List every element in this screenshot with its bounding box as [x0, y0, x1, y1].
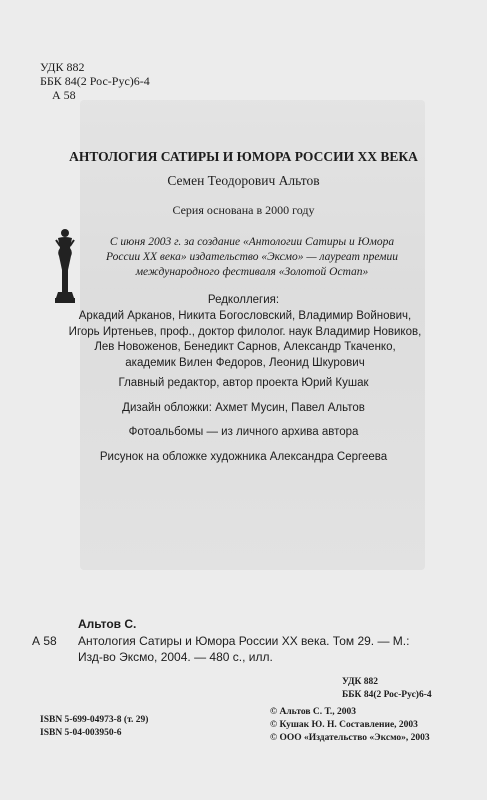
chief-editor-credit: Главный редактор, автор проекта Юрий Кушак	[118, 377, 369, 389]
cover-illustration-credit: Рисунок на обложке художника Александра Сергеева	[99, 451, 388, 463]
author-mark: А 58	[52, 88, 76, 102]
award-line: международного фестиваля «Золотой Остап»	[135, 266, 369, 278]
series-title: АНТОЛОГИЯ САТИРЫ И ЮМОРА РОССИИ XX ВЕКА	[69, 149, 418, 164]
editorial-board-line: Лев Новоженов, Бенедикт Сарнов, Александр Ткаченко,	[94, 341, 396, 353]
bibliographic-bbk: ББК 84(2 Рос-Рус)6-4	[342, 690, 432, 700]
editorial-board-line: Аркадий Арканов, Никита Богословский, Владимир Войнович,	[78, 310, 412, 322]
author-name: Семен Теодорович Альтов	[167, 173, 320, 188]
award-line: России XX века» издательство «Эксмо» — лауреат премии	[106, 251, 398, 263]
editorial-board-line: Игорь Иртеньев, проф., доктор филолог. наук Владимир Новиков,	[68, 325, 422, 338]
bibliographic-line: Изд-во Эксмо, 2004. — 480 с., илл.	[78, 650, 273, 664]
award-line: С июня 2003 г. за создание «Антологии Сатиры и Юмора	[109, 236, 395, 248]
isbn-volume: ISBN 5-699-04973-8 (т. 29)	[40, 715, 149, 725]
bbk-code: ББК 84(2 Рос-Рус)6-4	[40, 74, 150, 88]
editorial-board-title: Редколлегия:	[207, 294, 280, 306]
copyright-line: © Кушак Ю. Н. Составление, 2003	[270, 720, 418, 730]
editorial-board-line: академик Вилен Федоров, Леонид Шкурович	[125, 356, 365, 369]
udk-code: УДК 882	[40, 60, 85, 74]
award-note	[82, 235, 422, 280]
series-note: Серия основана в 2000 году	[172, 203, 315, 217]
bibliographic-author: Альтов С.	[78, 617, 137, 631]
bibliographic-line: Антология Сатиры и Юмора России XX века. Том 29. — М.:	[78, 634, 410, 648]
cover-design-credit: Дизайн обложки: Ахмет Мусин, Павел Альтов	[122, 402, 365, 414]
bibliographic-udk: УДК 882	[342, 677, 379, 687]
copyright-line: © Альтов С. Т., 2003	[270, 707, 357, 717]
bibliographic-mark: А 58	[32, 634, 57, 648]
copyright-line: © ООО «Издательство «Эксмо», 2003	[270, 733, 430, 743]
isbn-series: ISBN 5-04-003950-6	[40, 728, 122, 738]
editorial-board-list	[20, 309, 470, 371]
photo-albums-credit: Фотоальбомы — из личного архива автора	[128, 426, 359, 438]
